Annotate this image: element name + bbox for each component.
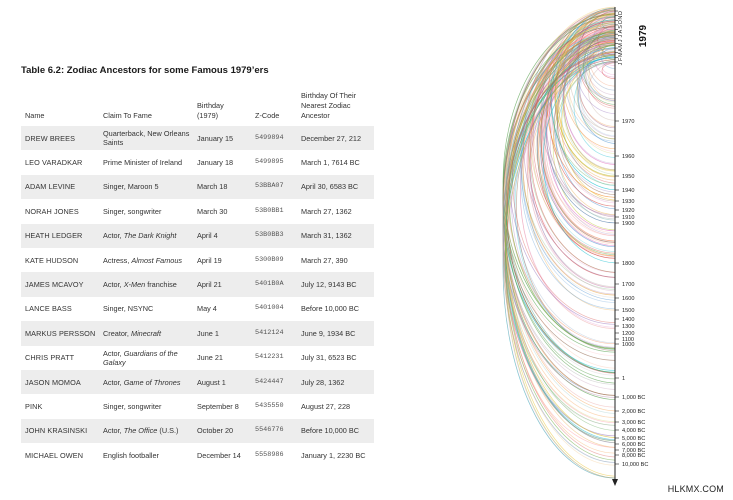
axis-tick-label: 1700	[622, 282, 635, 288]
header-name: Name	[25, 111, 45, 120]
axis-tick-label: 1900	[622, 221, 635, 227]
cell-birthday: April 19	[197, 255, 222, 265]
axis-tick-label: 1960	[622, 154, 635, 160]
cell-ancestor: July 28, 1362	[297, 370, 374, 394]
axis-tick-label: 1910	[622, 215, 635, 221]
cell-claim: Actress, Almost Famous	[103, 255, 183, 265]
cell-name: CHRIS PRATT	[25, 353, 75, 363]
cell-zcode: 5435550	[255, 401, 284, 410]
cell-zcode: 5412231	[255, 353, 284, 362]
table-row	[21, 346, 374, 370]
axis-tick-label: 1950	[622, 174, 635, 180]
cell-claim: Actor, X-Men franchise	[99, 272, 193, 296]
cell-name: LEO VARADKAR	[25, 158, 83, 168]
cell-zcode: 5401B0A	[251, 272, 297, 296]
cell-claim: English footballer	[103, 450, 159, 460]
zodiac-ancestors-table	[21, 84, 374, 467]
month-label: M	[618, 52, 624, 58]
cell-claim: Actor, Game of Thrones	[99, 370, 193, 394]
axis-tick-label: 1	[622, 376, 626, 382]
table-row	[21, 248, 374, 272]
cell-zcode: 5412124	[251, 321, 297, 345]
table-row	[21, 272, 374, 296]
cell-zcode: 53BBA07	[251, 175, 297, 199]
cell-birthday: December 14	[197, 450, 241, 460]
axis-tick-label: 5,000 BC	[622, 436, 646, 442]
cell-birthday: January 15	[193, 126, 251, 150]
month-label: J	[618, 39, 624, 43]
cell-claim: Creator, Minecraft	[99, 321, 193, 345]
cell-birthday: August 1	[193, 370, 251, 394]
axis-tick-label: 1300	[622, 324, 635, 330]
axis-tick-label: 1400	[622, 317, 635, 323]
cell-claim: Singer, NSYNC	[103, 304, 154, 314]
cell-zcode: 5558986	[255, 450, 284, 459]
axis-tick-label: 1800	[622, 261, 635, 267]
month-label: O	[618, 20, 624, 25]
cell-ancestor: July 31, 6523 BC	[301, 353, 357, 363]
header-claim: Claim To Fame	[103, 111, 152, 120]
axis-tick-label: 1100	[622, 337, 635, 343]
cell-name: JASON MOMOA	[21, 370, 99, 394]
month-label: S	[618, 25, 624, 29]
cell-birthday: March 30	[197, 206, 228, 216]
table-row	[21, 199, 374, 223]
axis-tick-label: 4,000 BC	[622, 428, 646, 434]
axis-tick-label: 6,000 BC	[622, 442, 646, 448]
cell-claim: Quarterback, New Orleans Saints	[99, 126, 193, 150]
cell-ancestor: January 1, 2230 BC	[301, 450, 366, 460]
table-row	[21, 370, 374, 394]
cell-ancestor: August 27, 228	[301, 401, 351, 411]
cell-name: JAMES MCAVOY	[21, 272, 99, 296]
cell-ancestor: December 27, 212	[297, 126, 374, 150]
month-label: M	[618, 43, 624, 48]
cell-zcode: 53B0BB3	[251, 224, 297, 248]
cell-zcode: 5424447	[251, 370, 297, 394]
table-row	[21, 419, 374, 443]
month-label: J	[618, 34, 624, 38]
cell-ancestor: Before 10,000 BC	[301, 304, 360, 314]
axis-tick-label: 8,000 BC	[622, 453, 646, 459]
cell-zcode: 5499894	[251, 126, 297, 150]
cell-birthday: June 21	[197, 353, 223, 363]
cell-name: PINK	[25, 401, 43, 411]
axis-arrow	[612, 479, 618, 486]
cell-ancestor: March 27, 1362	[301, 206, 352, 216]
axis-tick-label: 10,000 BC	[622, 462, 649, 468]
table-row	[21, 443, 374, 467]
axis-tick-label: 1,000 BC	[622, 395, 646, 401]
axis-tick-label: 1970	[622, 119, 635, 125]
axis-tick-label: 1930	[622, 199, 635, 205]
cell-birthday: January 18	[197, 158, 234, 168]
axis-tick-label: 1600	[622, 296, 635, 302]
table-caption: Table 6.2: Zodiac Ancestors for some Famous 1979’ers	[21, 65, 269, 76]
cell-birthday: April 21	[193, 272, 251, 296]
cell-name: NORAH JONES	[25, 206, 79, 216]
axis-tick-label: 3,000 BC	[622, 420, 646, 426]
month-label: J	[618, 62, 624, 66]
watermark: HLKMX.COM	[667, 484, 724, 494]
cell-name: KATE HUDSON	[25, 255, 79, 265]
cell-birthday: June 1	[193, 321, 251, 345]
table-row	[21, 126, 374, 150]
header-ancestor: Birthday Of Their Nearest Zodiac Ancestor	[301, 91, 357, 120]
cell-birthday: October 20	[193, 419, 251, 443]
cell-zcode: 5546776	[251, 419, 297, 443]
axis-tick-label: 1000	[622, 342, 635, 348]
axis-tick-label: 2,000 BC	[622, 409, 646, 415]
cell-ancestor: April 30, 6583 BC	[297, 175, 374, 199]
cell-claim: Singer, songwriter	[103, 206, 162, 216]
cell-zcode: 5499895	[255, 158, 284, 167]
chart-title: 1979	[638, 24, 649, 48]
cell-birthday: September 8	[197, 401, 239, 411]
cell-zcode: 53B0BB1	[255, 206, 284, 215]
cell-name: MICHAEL OWEN	[25, 450, 84, 460]
cell-name: DREW BREES	[21, 126, 99, 150]
arc-timeline-chart	[480, 0, 733, 500]
cell-claim: Prime Minister of Ireland	[103, 158, 183, 168]
table-row	[21, 175, 374, 199]
axis-tick-label: 1920	[622, 208, 635, 214]
cell-birthday: May 4	[197, 304, 217, 314]
axis-tick-label: 1500	[622, 308, 635, 314]
cell-name: LANCE BASS	[25, 304, 72, 314]
table-row	[21, 297, 374, 321]
cell-claim: Actor, The Office (U.S.)	[99, 419, 193, 443]
header-zcode: Z-Code	[255, 111, 280, 120]
cell-ancestor: June 9, 1934 BC	[297, 321, 374, 345]
cell-ancestor: March 1, 7614 BC	[301, 158, 360, 168]
cell-claim: Actor, The Dark Knight	[99, 224, 193, 248]
cell-ancestor: Before 10,000 BC	[297, 419, 374, 443]
axis-tick-label: 1200	[622, 331, 635, 337]
cell-zcode: 5401004	[255, 304, 284, 313]
cell-name: ADAM LEVINE	[21, 175, 99, 199]
table-header-row	[21, 84, 374, 126]
cell-birthday: April 4	[193, 224, 251, 248]
month-label: D	[618, 11, 624, 15]
axis-tick-label: 7,000 BC	[622, 448, 646, 454]
cell-ancestor: July 12, 9143 BC	[297, 272, 374, 296]
month-label: A	[618, 29, 624, 34]
table-row	[21, 394, 374, 418]
cell-claim: Singer, songwriter	[103, 401, 162, 411]
cell-zcode: 5300B09	[255, 255, 284, 264]
cell-name: JOHN KRASINSKI	[21, 419, 99, 443]
month-label: F	[618, 57, 624, 62]
header-birthday: Birthday (1979)	[197, 101, 224, 120]
axis-tick-label: 1940	[622, 188, 635, 194]
cell-name: MARKUS PERSSON	[21, 321, 99, 345]
month-label: A	[618, 48, 624, 52]
cell-birthday: March 18	[193, 175, 251, 199]
cell-claim: Singer, Maroon 5	[99, 175, 193, 199]
table-row	[21, 150, 374, 174]
table-row	[21, 321, 374, 345]
cell-ancestor: March 27, 390	[301, 255, 348, 265]
cell-claim: Actor, Guardians of the Galaxy	[103, 348, 178, 367]
cell-ancestor: March 31, 1362	[297, 224, 374, 248]
table-row	[21, 224, 374, 248]
month-label: N	[618, 15, 624, 20]
cell-name: HEATH LEDGER	[21, 224, 99, 248]
